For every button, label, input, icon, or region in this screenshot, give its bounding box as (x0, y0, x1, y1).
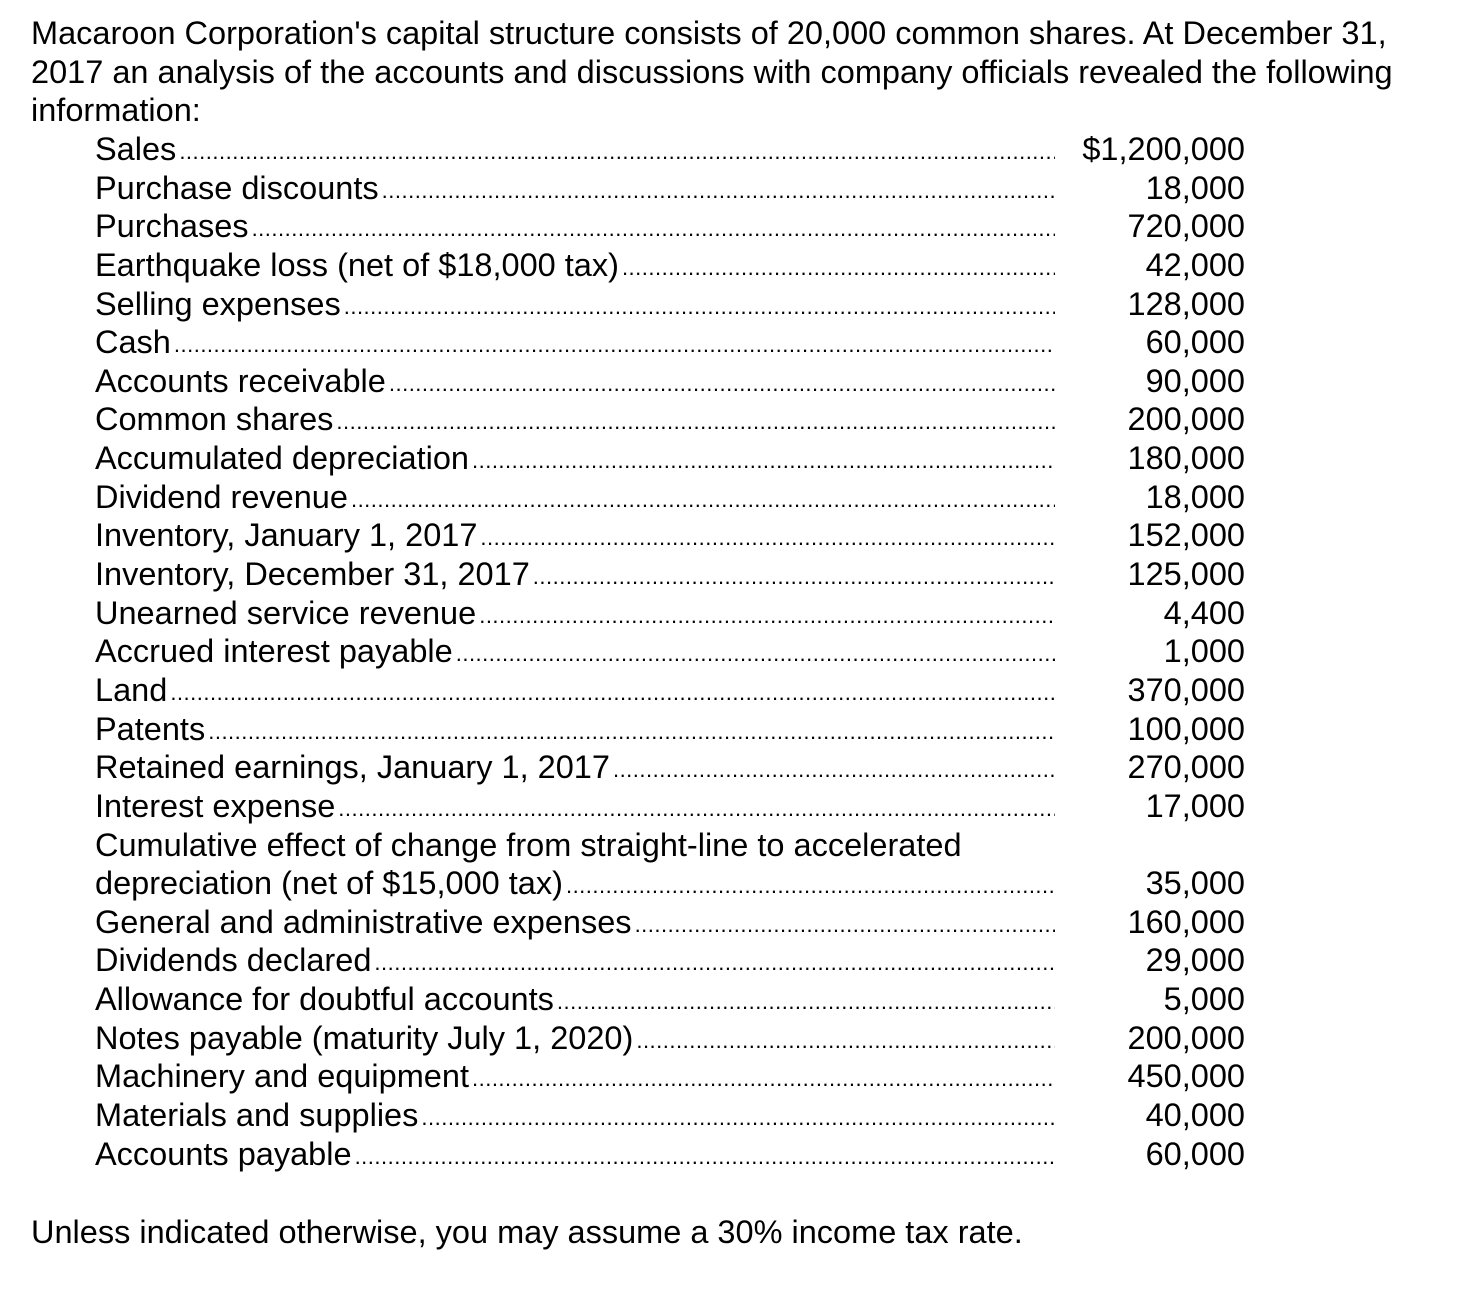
account-list (95, 130, 1245, 1173)
account-row (95, 285, 1245, 324)
account-row (95, 246, 1245, 285)
dot-leader (352, 1135, 1055, 1177)
account-label: Accounts payable (95, 1135, 352, 1172)
account-amount: 18,000 (1145, 478, 1245, 515)
account-label-wrap (95, 710, 1055, 752)
account-amount: 1,000 (1163, 633, 1245, 670)
account-label: Dividends declared (95, 942, 372, 979)
account-row (95, 1057, 1245, 1096)
account-row (95, 594, 1245, 633)
account-amount: $1,200,000 (1082, 131, 1245, 167)
dot-leader (477, 516, 1055, 558)
dot-leader (371, 941, 1055, 983)
account-row (95, 632, 1245, 671)
account-label-wrap (95, 864, 1055, 906)
dot-leader (554, 980, 1055, 1022)
dot-leader (610, 748, 1055, 790)
account-amount: 152,000 (1127, 517, 1245, 554)
account-row (95, 1135, 1245, 1174)
account-label: Allowance for doubtful accounts (95, 981, 554, 1018)
account-amount: 200,000 (1127, 1019, 1245, 1056)
dot-leader (530, 555, 1055, 597)
account-label-wrap (95, 671, 1055, 713)
account-amount: 40,000 (1145, 1097, 1245, 1134)
account-label-wrap (95, 246, 1055, 288)
account-label-wrap (95, 787, 1055, 829)
dot-leader (205, 710, 1055, 752)
account-row (95, 130, 1245, 169)
account-label-wrap (95, 516, 1055, 558)
account-row (95, 362, 1245, 401)
account-label-wrap (95, 748, 1055, 790)
account-label-wrap (95, 941, 1055, 983)
account-row (95, 323, 1245, 362)
account-label: Inventory, December 31, 2017 (95, 556, 530, 593)
account-label: Accumulated depreciation (95, 440, 469, 477)
account-amount: 270,000 (1127, 749, 1245, 786)
intro-line-3: information: (31, 92, 201, 129)
account-label-wrap (95, 1096, 1055, 1138)
intro-line-2: 2017 an analysis of the accounts and discussions with company officials revealed the following (31, 53, 1393, 90)
account-label: Purchases (95, 208, 249, 245)
account-label-wrap (95, 130, 1055, 172)
account-label-wrap (95, 207, 1055, 249)
account-label: Inventory, January 1, 2017 (95, 517, 478, 554)
account-row (95, 903, 1245, 942)
dot-leader (176, 130, 1055, 172)
dot-leader (469, 1057, 1055, 1099)
account-label: Interest expense (95, 787, 336, 824)
account-row (95, 439, 1245, 478)
dot-leader (476, 594, 1055, 636)
dot-leader (333, 400, 1055, 442)
account-row (95, 864, 1245, 903)
account-label: Patents (95, 710, 206, 747)
account-label: Cumulative effect of change from straight-line to accelerated (95, 826, 962, 863)
account-row (95, 400, 1245, 439)
dot-leader (633, 1019, 1055, 1061)
account-label: Cash (95, 324, 171, 361)
dot-leader (249, 207, 1055, 249)
account-label: Machinery and equipment (95, 1058, 469, 1095)
account-row (95, 980, 1245, 1019)
account-label-wrap (95, 980, 1055, 1022)
account-row (95, 1096, 1245, 1135)
account-row (95, 826, 1245, 865)
account-label-wrap (95, 362, 1055, 404)
account-row (95, 555, 1245, 594)
account-label-wrap (95, 285, 1055, 327)
account-row (95, 1019, 1245, 1058)
account-amount: 29,000 (1145, 942, 1245, 979)
account-label: Dividend revenue (95, 478, 348, 515)
account-amount: 450,000 (1127, 1058, 1245, 1095)
account-amount: 160,000 (1127, 903, 1245, 940)
dot-leader (341, 285, 1055, 327)
dot-leader (632, 903, 1055, 945)
account-amount: 125,000 (1127, 556, 1245, 593)
account-amount: 17,000 (1145, 787, 1245, 824)
account-row (95, 169, 1245, 208)
tax-rate-note: Unless indicated otherwise, you may assume a 30% income tax rate. (31, 1214, 1023, 1250)
account-label: Common shares (95, 401, 334, 438)
account-label-wrap (95, 555, 1055, 597)
account-amount: 18,000 (1145, 169, 1245, 206)
account-row (95, 207, 1245, 246)
dot-leader (453, 632, 1055, 674)
account-amount: 128,000 (1127, 285, 1245, 322)
account-row (95, 671, 1245, 710)
account-row (95, 748, 1245, 787)
account-amount: 370,000 (1127, 671, 1245, 708)
account-label: Selling expenses (95, 285, 341, 322)
account-amount: 60,000 (1145, 1135, 1245, 1172)
account-label: depreciation (net of $15,000 tax) (95, 865, 563, 902)
account-label: Accounts receivable (95, 362, 386, 399)
account-label: Notes payable (maturity July 1, 2020) (95, 1019, 634, 1056)
account-label-wrap (95, 594, 1055, 636)
account-label: Materials and supplies (95, 1097, 419, 1134)
account-amount: 720,000 (1127, 208, 1245, 245)
account-row (95, 478, 1245, 517)
account-amount: 90,000 (1145, 362, 1245, 399)
account-label-wrap (95, 903, 1055, 945)
account-label-wrap (95, 1019, 1055, 1061)
account-label: Retained earnings, January 1, 2017 (95, 749, 610, 786)
dot-leader (418, 1096, 1055, 1138)
account-label: Land (95, 671, 168, 708)
account-label: Unearned service revenue (95, 594, 477, 631)
account-row (95, 710, 1245, 749)
account-amount: 100,000 (1127, 710, 1245, 747)
dot-leader (171, 323, 1055, 365)
account-label: Purchase discounts (95, 169, 379, 206)
account-amount: 35,000 (1145, 865, 1245, 902)
dot-leader (619, 246, 1055, 288)
intro-line-1: Macaroon Corporation's capital structure consists of 20,000 common shares. At December 31, (31, 15, 1387, 51)
dot-leader (167, 671, 1055, 713)
account-label-wrap (95, 826, 1055, 865)
account-label-wrap (95, 400, 1055, 442)
account-amount: 4,400 (1163, 594, 1245, 631)
account-label-wrap (95, 439, 1055, 481)
dot-leader (348, 478, 1055, 520)
account-label: Sales (95, 131, 177, 167)
account-label: General and administrative expenses (95, 903, 632, 940)
account-row (95, 941, 1245, 980)
account-amount: 180,000 (1127, 440, 1245, 477)
account-row (95, 516, 1245, 555)
account-row (95, 787, 1245, 826)
account-amount: 200,000 (1127, 401, 1245, 438)
dot-leader (386, 362, 1055, 404)
account-label-wrap (95, 1135, 1055, 1177)
account-amount: 5,000 (1163, 981, 1245, 1018)
account-amount: 42,000 (1145, 246, 1245, 283)
account-label-wrap (95, 632, 1055, 674)
account-amount: 60,000 (1145, 324, 1245, 361)
account-label-wrap (95, 1057, 1055, 1099)
dot-leader (563, 864, 1055, 906)
dot-leader (469, 439, 1055, 481)
account-label-wrap (95, 323, 1055, 365)
intro-paragraph (31, 14, 1451, 130)
account-label-wrap (95, 478, 1055, 520)
account-label: Earthquake loss (net of $18,000 tax) (95, 246, 619, 283)
account-label: Accrued interest payable (95, 633, 453, 670)
dot-leader (379, 169, 1055, 211)
dot-leader (335, 787, 1055, 829)
account-label-wrap (95, 169, 1055, 211)
